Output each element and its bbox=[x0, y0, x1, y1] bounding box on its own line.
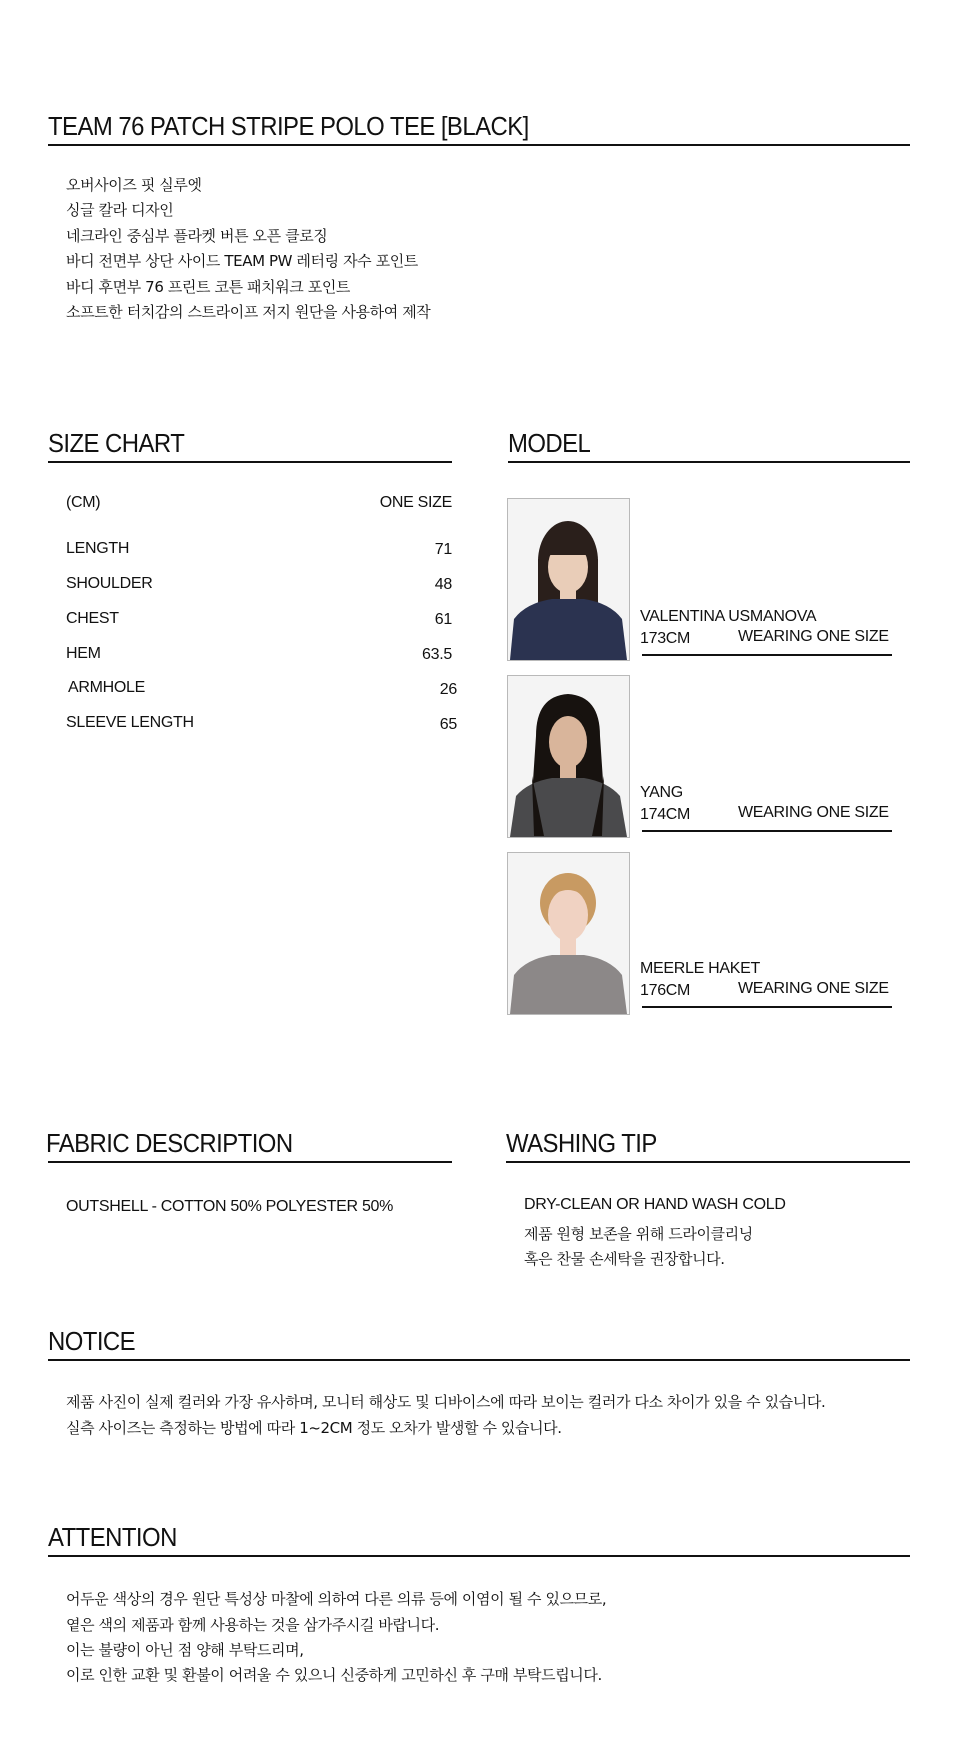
size-row-value: 48 bbox=[434, 576, 452, 593]
model-wearing: WEARING ONE SIZE bbox=[738, 628, 889, 645]
product-title: TEAM 76 PATCH STRIPE POLO TEE [BLACK] bbox=[48, 111, 529, 141]
model-name: VALENTINA USMANOVA bbox=[640, 608, 817, 625]
washing-line: 제품 원형 보존을 위해 드라이클리닝 bbox=[524, 1225, 753, 1243]
attention-line: 이는 불량이 아닌 점 양해 부탁드리며, bbox=[66, 1641, 304, 1659]
feature-item: 오버사이즈 핏 실루엣 bbox=[66, 176, 202, 194]
model-name: YANG bbox=[640, 784, 683, 801]
model-height: 174CM bbox=[640, 806, 691, 823]
attention-line: 이로 인한 교환 및 환불이 어려울 수 있으니 신중하게 고민하신 후 구매 부탁드립니다. bbox=[66, 1666, 602, 1684]
washing-title: WASHING TIP bbox=[506, 1128, 657, 1158]
feature-item: 네크라인 중심부 플라켓 버튼 오픈 클로징 bbox=[66, 227, 328, 245]
size-unit-label: (CM) bbox=[66, 494, 101, 511]
feature-item: 바디 전면부 상단 사이드 TEAM PW 레터링 자수 포인트 bbox=[66, 252, 418, 270]
feature-item: 바디 후면부 76 프린트 코튼 패치워크 포인트 bbox=[66, 278, 351, 296]
attention-line: 어두운 색상의 경우 원단 특성상 마찰에 의하여 다른 의류 등에 이염이 될 수 있으므로, bbox=[66, 1590, 607, 1608]
model-portrait bbox=[508, 676, 629, 837]
model-face bbox=[548, 889, 588, 941]
fabric-title: FABRIC DESCRIPTION bbox=[46, 1128, 293, 1158]
size-chart-divider bbox=[48, 461, 452, 463]
size-row-label: SLEEVE LENGTH bbox=[66, 714, 194, 731]
model-wearing: WEARING ONE SIZE bbox=[738, 804, 889, 821]
size-chart-title: SIZE CHART bbox=[48, 428, 185, 458]
size-row-label: CHEST bbox=[66, 610, 119, 627]
attention-title: ATTENTION bbox=[48, 1522, 177, 1552]
fabric-divider bbox=[48, 1161, 452, 1163]
model-divider bbox=[508, 461, 910, 463]
model-face bbox=[549, 716, 587, 768]
model-portrait bbox=[508, 499, 629, 660]
notice-divider bbox=[48, 1359, 910, 1361]
size-row-label: ARMHOLE bbox=[68, 679, 146, 696]
model-photo bbox=[507, 852, 630, 1015]
model-divider-line bbox=[642, 830, 892, 832]
model-divider-line bbox=[642, 654, 892, 656]
size-row-label: SHOULDER bbox=[66, 575, 153, 592]
size-row-value: 71 bbox=[434, 541, 452, 558]
size-row-label: HEM bbox=[66, 645, 101, 662]
size-row-value: 65 bbox=[439, 716, 457, 733]
model-name: MEERLE HAKET bbox=[640, 960, 760, 977]
attention-line: 옅은 색의 제품과 함께 사용하는 것을 삼가주시길 바랍니다. bbox=[66, 1616, 440, 1634]
model-title: MODEL bbox=[508, 428, 591, 458]
feature-item: 싱글 칼라 디자인 bbox=[66, 201, 174, 219]
model-height: 173CM bbox=[640, 630, 691, 647]
feature-item: 소프트한 터치감의 스트라이프 저지 원단을 사용하여 제작 bbox=[66, 303, 431, 321]
washing-line: DRY-CLEAN OR HAND WASH COLD bbox=[524, 1196, 786, 1213]
notice-line: 실측 사이즈는 측정하는 방법에 따라 1~2CM 정도 오차가 발생할 수 있습니다. bbox=[66, 1419, 562, 1437]
size-row-label: LENGTH bbox=[66, 540, 130, 557]
size-row-value: 63.5 bbox=[422, 646, 452, 663]
washing-divider bbox=[506, 1161, 910, 1163]
model-photo bbox=[507, 498, 630, 661]
notice-line: 제품 사진이 실제 컬러와 가장 유사하며, 모니터 해상도 및 디바이스에 따라 보이는 컬러가 다소 차이가 있을 수 있습니다. bbox=[66, 1393, 826, 1411]
washing-line: 혹은 찬물 손세탁을 권장합니다. bbox=[524, 1250, 725, 1268]
fabric-text: OUTSHELL - COTTON 50% POLYESTER 50% bbox=[66, 1198, 394, 1215]
model-top bbox=[510, 599, 627, 660]
size-column-header: ONE SIZE bbox=[379, 494, 452, 511]
model-height: 176CM bbox=[640, 982, 691, 999]
model-top bbox=[510, 955, 627, 1014]
model-wearing: WEARING ONE SIZE bbox=[738, 980, 889, 997]
size-row-value: 61 bbox=[434, 611, 452, 628]
notice-title: NOTICE bbox=[48, 1326, 136, 1356]
model-photo bbox=[507, 675, 630, 838]
title-divider bbox=[48, 144, 910, 146]
model-divider-line bbox=[642, 1006, 892, 1008]
model-portrait bbox=[508, 853, 629, 1014]
attention-divider bbox=[48, 1555, 910, 1557]
size-row-value: 26 bbox=[439, 681, 457, 698]
